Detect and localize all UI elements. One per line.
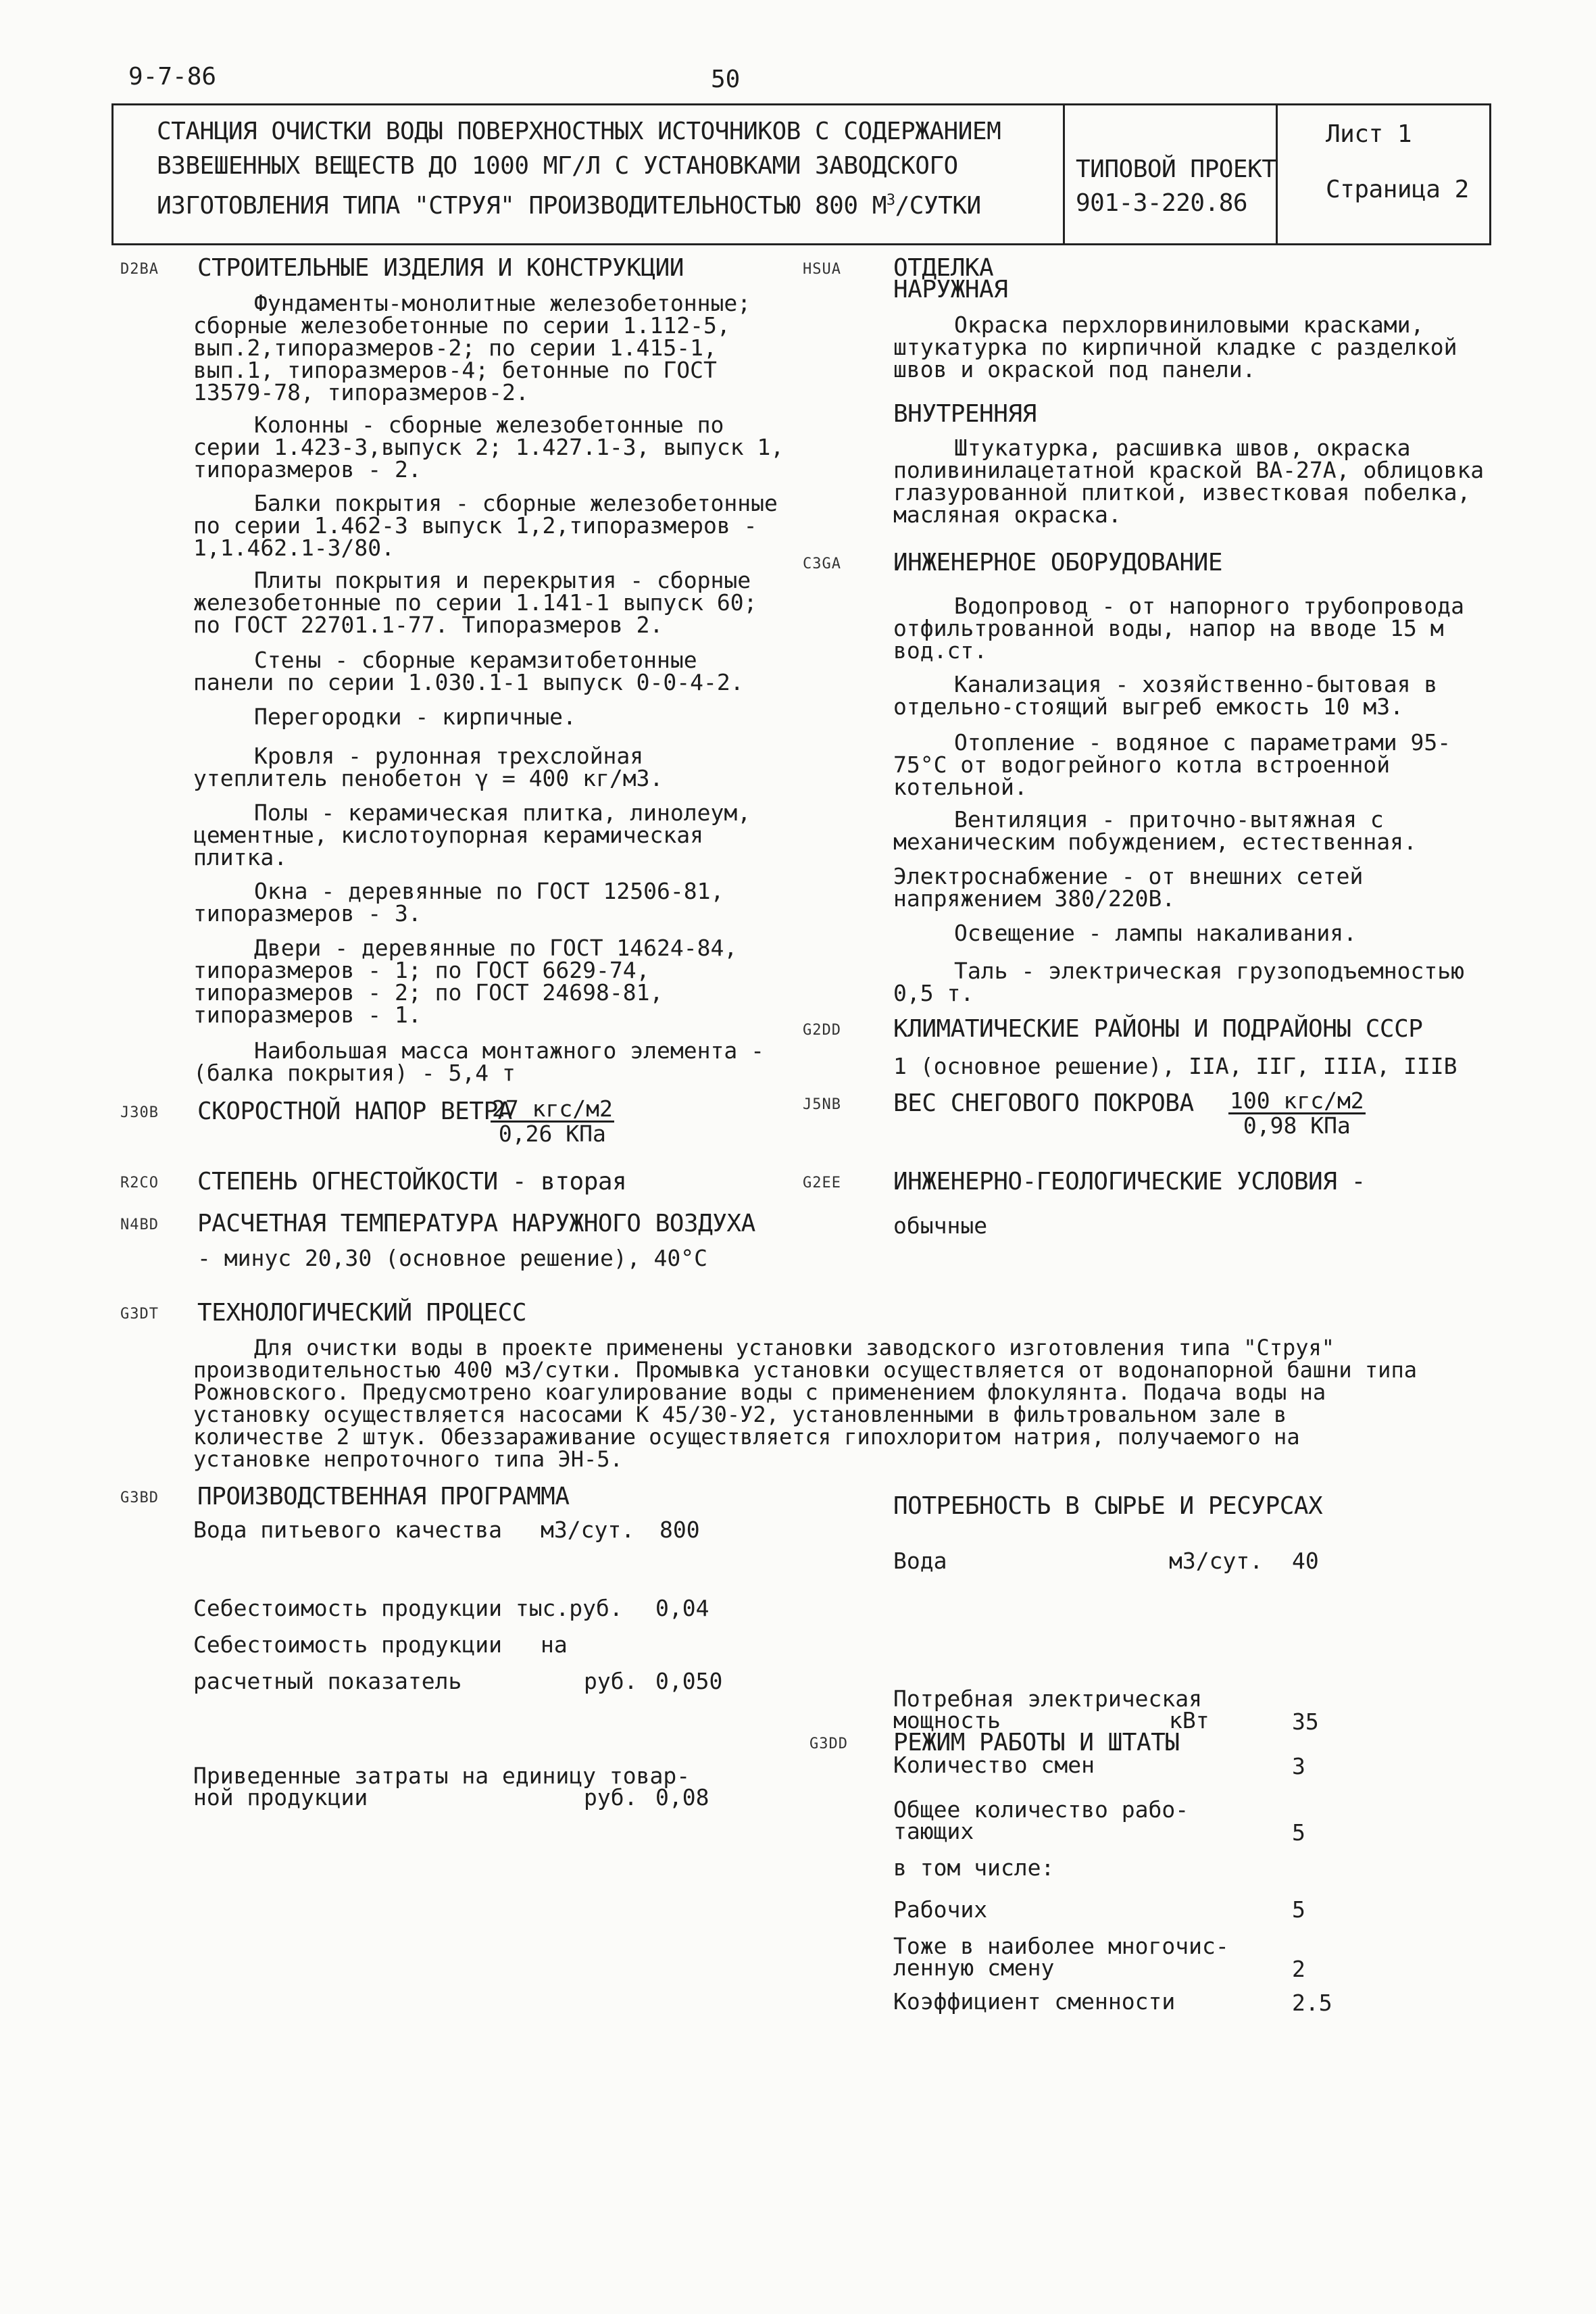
building-item-6: Перегородки - кирпичные. [254,704,576,730]
sheet-label: Лист 1 [1326,120,1412,148]
title-superscript: 3 [886,192,895,209]
workers-value: 5 [1292,1819,1305,1846]
coef-label: Коэффициент сменности [893,1988,1176,2015]
building-item-2: Колонны - сборные железобетонные по серии 1.423-3,выпуск 2; 1.427.1-3, выпуск 1, типоразмеров - 2. [193,412,784,483]
climate-title: КЛИМАТИЧЕСКИЕ РАЙОНЫ И ПОДРАЙОНЫ СССР [893,1015,1423,1043]
power-value: 35 [1292,1708,1319,1735]
building-item-5: Стены - сборные керамзитобетонные панели по серии 1.030.1-1 выпуск 0-0-4-2. [193,647,744,695]
finish-title: ОТДЕЛКА [893,254,994,282]
building-item-4: Плиты покрытия и перекрытия - сборные железобетонные по серии 1.141-1 выпуск 60; по ГОСТ 22701.1-77. Типоразмеров 2. [193,567,757,638]
title-line-3-text: ИЗГОТОВЛЕНИЯ ТИПА "СТРУЯ" ПРОИЗВОДИТЕЛЬНОСТЬЮ 800 М [157,192,887,220]
eng-item-3: Отопление - водяное с параметрами 95-75°С от водогрейного котла встроенной котельной. [893,729,1451,800]
code-engineering: C3GA [803,556,841,572]
resources-water-unit: м3/сут. [1169,1548,1264,1574]
program-title: ПРОИЗВОДСТВЕННАЯ ПРОГРАММА [197,1483,570,1510]
finish-outer-label: НАРУЖНАЯ [893,276,1008,303]
page-label: Страница 2 [1326,176,1469,203]
finish-inner-label: ВНУТРЕННЯЯ [893,400,1037,428]
coef-value: 2.5 [1292,1990,1332,2016]
fire-resistance: СТЕПЕНЬ ОГНЕСТОЙКОСТИ - вторая [197,1168,627,1196]
tech-text: Для очистки воды в проекте применены установки заводского изготовления типа "Струя" производительностью 400 м3/сутки. Промывка установки осуществляется от водонапорной башни типа Рожновского. Предусмотрено коагулирование воды с применением флокулянта. Подача воды на установку осуществляется насосами К 45/30-У2, установленными в фильтровальном зале в количестве 2 штук. Обеззараживание осуществляется гипохлоритом натрия, получаемого на установке непроточного типа ЭН-5. [193,1335,1417,1472]
code-climate: G2DD [803,1022,841,1039]
eng-item-6: Освещение - лампы накаливания. [954,920,1357,946]
wind-kgs: 27 кгс/м2 [492,1096,613,1122]
shifts-label: Количество смен [893,1752,1095,1778]
title-line-2: ВЗВЕШЕННЫХ ВЕЩЕСТВ ДО 1000 МГ/Л С УСТАНОВКАМИ ЗАВОДСКОГО [157,152,958,180]
staff-title: РЕЖИМ РАБОТЫ И ШТАТЫ [893,1729,1180,1756]
eng-item-7: Таль - электрическая грузоподъемностью 0,5 т. [893,958,1464,1006]
temp-value: - минус 20,30 (основное решение), 40°С [197,1245,707,1271]
reduced-unit: руб. [584,1784,638,1811]
same-value: 2 [1292,1956,1305,1982]
building-item-1: Фундаменты-монолитные железобетонные; сборные железобетонные по серии 1.112-5, вып.2,типоразмеров-2; по серии 1.415-1, вып.1, типоразмеров-4; бетонные по ГОСТ 13579-78, типоразмеров-2. [193,290,751,405]
cost-value: 0,04 [655,1595,709,1621]
geo-value: обычные [893,1212,988,1239]
resources-water-value: 40 [1292,1548,1319,1574]
code-finish: HSUA [803,261,841,278]
eng-item-2: Канализация - хозяйственно-бытовая в отдельно-стоящий выгреб емкость 10 м3. [893,671,1438,720]
snow-kpa: 0,98 КПа [1243,1112,1351,1139]
same-line-2: ленную смену [893,1954,1055,1981]
building-item-7: Кровля - рулонная трехслойная утеплитель пенобетон γ = 400 кг/м3. [193,743,664,791]
eng-item-5: Электроснабжение - от внешних сетей напряжением 380/220В. [893,863,1364,912]
laborers-value: 5 [1292,1896,1305,1923]
building-item-10: Двери - деревянные по ГОСТ 14624-84, типоразмеров - 1; по ГОСТ 6629-74, типоразмеров - 2; по ГОСТ 24698-81, типоразмеров - 1. [193,935,738,1028]
cost-label: Себестоимость продукции тыс.руб. [193,1595,623,1621]
power-line-1: Потребная электрическая [893,1685,1202,1712]
wind-label: СКОРОСТНОЙ НАПОР ВЕТРА [197,1098,512,1125]
project-number: 901-3-220.86 [1076,189,1248,217]
incl-label: в том числе: [893,1854,1055,1881]
code-program: G3BD [120,1490,159,1506]
cost2-unit: руб. [584,1668,638,1694]
page-number: 50 [711,66,741,93]
code-fire: R2CO [120,1175,159,1191]
reduced-line-1: Приведенные затраты на единицу товар- [193,1763,691,1789]
cost2-label-1: Себестоимость продукции [193,1631,502,1658]
building-item-3: Балки покрытия - сборные железобетонные по серии 1.462-3 выпуск 1,2,типоразмеров - 1,1.462.1-3/80. [193,490,778,561]
wind-fraction [491,1098,614,1146]
resources-water-label: Вода [893,1548,947,1574]
project-label: ТИПОВОЙ ПРОЕКТ [1076,155,1276,183]
title-line-3 [157,188,981,219]
program-water-unit: м3/сут. [541,1517,635,1543]
building-item-11: Наибольшая масса монтажного элемента - (балка покрытия) - 5,4 т [193,1037,764,1086]
climate-value: 1 (основное решение), IIА, IIГ, IIIА, IIIВ [893,1053,1457,1079]
title-line-3-unit: /СУТКИ [895,192,981,220]
shifts-value: 3 [1292,1753,1305,1779]
cost2-on: на [541,1631,568,1658]
resources-title: ПОТРЕБНОСТЬ В СЫРЬЕ И РЕСУРСАХ [893,1492,1323,1520]
code-building: D2BA [120,261,159,278]
building-item-8: Полы - керамическая плитка, линолеум, цементные, кислотоупорная керамическая плитка. [193,799,751,870]
geo-title: ИНЖЕНЕРНО-ГЕОЛОГИЧЕСКИЕ УСЛОВИЯ - [893,1168,1366,1196]
snow-kgs: 100 кгс/м2 [1230,1087,1364,1114]
wind-kpa: 0,26 КПа [498,1121,606,1147]
engineering-title: ИНЖЕНЕРНОЕ ОБОРУДОВАНИЕ [893,549,1222,576]
cost2-value: 0,050 [655,1668,723,1694]
reduced-value: 0,08 [655,1784,709,1811]
workers-line-1: Общее количество рабо- [893,1796,1189,1823]
tech-title: ТЕХНОЛОГИЧЕСКИЙ ПРОЦЕСС [197,1299,526,1327]
code-geo: G2EE [803,1175,841,1191]
code-snow: J5NB [803,1096,841,1113]
code-staff: G3DD [809,1736,848,1752]
laborers-label: Рабочих [893,1896,988,1923]
temp-label: РАСЧЕТНАЯ ТЕМПЕРАТУРА НАРУЖНОГО ВОЗДУХА [197,1210,755,1237]
snow-label: ВЕС СНЕГОВОГО ПОКРОВА [893,1089,1194,1117]
same-line-1: Тоже в наиболее многочис- [893,1933,1229,1959]
program-water-value: 800 [659,1517,700,1543]
reduced-line-2: ной продукции [193,1784,368,1811]
snow-fraction [1228,1089,1366,1137]
eng-item-4: Вентиляция - приточно-вытяжная с механическим побуждением, естественная. [893,806,1417,855]
corner-date: 9-7-86 [128,63,217,91]
code-tech: G3DT [120,1306,159,1323]
eng-item-1: Водопровод - от напорного трубопровода отфильтрованной воды, напор на вводе 15 м вод.ст. [893,593,1464,664]
power-unit: кВт [1169,1707,1210,1733]
code-wind: J30B [120,1104,159,1121]
cost2-label-2: расчетный показатель [193,1668,462,1694]
power-line-2: мощность [893,1707,1001,1733]
workers-line-2: тающих [893,1818,974,1844]
title-line-1: СТАНЦИЯ ОЧИСТКИ ВОДЫ ПОВЕРХНОСТНЫХ ИСТОЧНИКОВ С СОДЕРЖАНИЕМ [157,118,1001,145]
finish-inner-text: Штукатурка, расшивка швов, окраска поливинилацетатной краской ВА-27А, облицовка глазурованной плиткой, известковая побелка, масляная окраска. [893,435,1485,528]
code-temp: N4BD [120,1216,159,1233]
program-water-label: Вода питьевого качества [193,1517,502,1543]
building-item-9: Окна - деревянные по ГОСТ 12506-81, типоразмеров - 3. [193,878,724,927]
finish-outer-text: Окраска перхлорвиниловыми красками, штукатурка по кирпичной кладке с разделкой швов и окраской под панели. [893,312,1457,383]
building-title: СТРОИТЕЛЬНЫЕ ИЗДЕЛИЯ И КОНСТРУКЦИИ [197,254,684,282]
